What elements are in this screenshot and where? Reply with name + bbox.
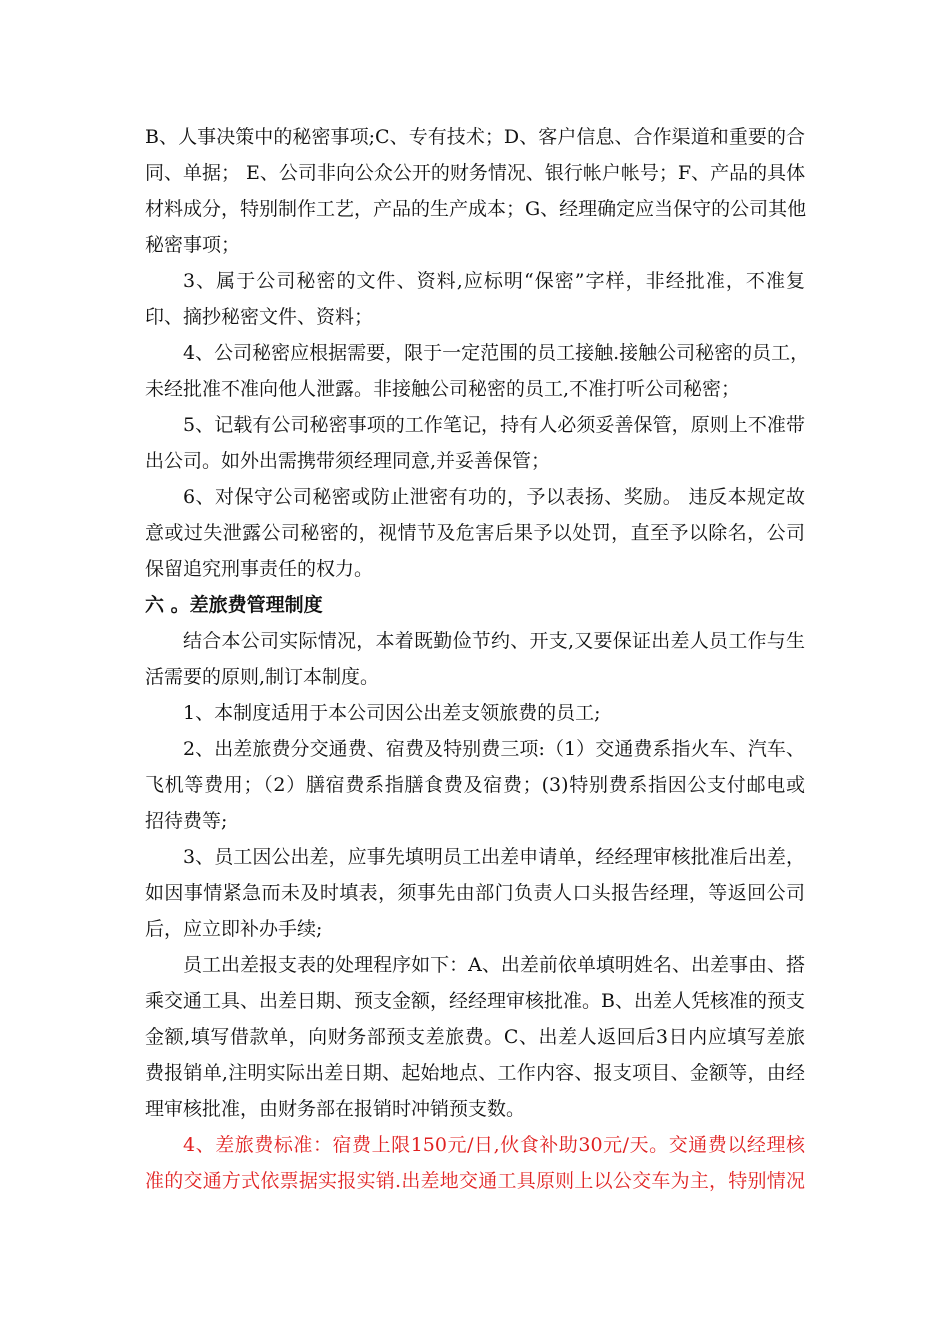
paragraph-line: 理审核批准，由财务部在报销时冲销预支数。 — [145, 1098, 526, 1120]
paragraph-line: 印、摘抄秘密文件、资料； — [145, 306, 374, 328]
paragraph-line: 后，应立即补办手续; — [145, 918, 323, 940]
paragraph-line: 未经批准不准向他人泄露。非接触公司秘密的员工,不准打听公司秘密； — [145, 378, 741, 400]
section-heading: 六 。差旅费管理制度 — [145, 594, 323, 616]
paragraph-line: 出公司。如外出需携带须经理同意,并妥善保管； — [145, 450, 551, 472]
paragraph-line: 员工出差报支表的处理程序如下：A、出差前依单填明姓名、出差事由、搭 — [183, 954, 805, 976]
paragraph-line: 如因事情紧急而未及时填表，须事先由部门负责人口头报告经理，等返回公司 — [145, 882, 805, 904]
paragraph-line: 金额,填写借款单，向财务部预支差旅费。C、出差人返回后3日内应填写差旅 — [145, 1026, 805, 1048]
paragraph-line: 结合本公司实际情况，本着既勤俭节约、开支,又要保证出差人员工作与生 — [183, 630, 805, 652]
paragraph-line: 4、公司秘密应根据需要，限于一定范围的员工接触.接触公司秘密的员工， — [183, 342, 810, 364]
paragraph-line: 5、记载有公司秘密事项的工作笔记，持有人必须妥善保管，原则上不准带 — [183, 414, 805, 436]
paragraph-line: 3、员工因公出差，应事先填明员工出差申请单，经经理审核批准后出差， — [183, 846, 805, 868]
paragraph-line: 2、出差旅费分交通费、宿费及特别费三项:（1）交通费系指火车、汽车、 — [183, 738, 805, 760]
paragraph-line: 活需要的原则,制订本制度。 — [145, 666, 380, 688]
paragraph-line: 保留追究刑事责任的权力。 — [145, 558, 374, 580]
document-body — [145, 119, 810, 1199]
paragraph-line: 飞机等费用；（2）膳宿费系指膳食费及宿费；(3)特别费系指因公支付邮电或 — [145, 774, 805, 796]
paragraph-line: 招待费等; — [145, 810, 228, 832]
paragraph-line: 意或过失泄露公司秘密的，视情节及危害后果予以处罚，直至予以除名，公司 — [145, 522, 805, 544]
paragraph-line: 1、本制度适用于本公司因公出差支领旅费的员工; — [183, 702, 601, 724]
paragraph-line: 6、对保守公司秘密或防止泄密有功的，予以表扬、奖励。 违反本规定故 — [183, 486, 805, 508]
paragraph-line: 费报销单,注明实际出差日期、起始地点、工作内容、报支项目、金额等，由经 — [145, 1062, 805, 1084]
highlighted-line: 4、差旅费标准：宿费上限150元/日,伙食补助30元/天。交通费以经理核 — [183, 1134, 805, 1156]
paragraph-line: 同、单据； E、公司非向公众公开的财务情况、银行帐户帐号；F、产品的具体 — [145, 162, 806, 184]
paragraph-line: 材料成分，特别制作工艺，产品的生产成本；G、经理确定应当保守的公司其他 — [145, 198, 807, 220]
paragraph-line: B、人事决策中的秘密事项;C、专有技术；D、客户信息、合作渠道和重要的合 — [145, 126, 805, 148]
paragraph-line: 乘交通工具、出差日期、预支金额，经经理审核批准。B、出差人凭核准的预支 — [145, 990, 805, 1012]
paragraph-line: 秘密事项； — [145, 234, 241, 256]
paragraph-line: 3、属于公司秘密的文件、资料,应标明“保密”字样，非经批准，不准复 — [183, 270, 805, 292]
highlighted-line: 准的交通方式依票据实报实销.出差地交通工具原则上以公交车为主，特别情况 — [145, 1170, 805, 1192]
